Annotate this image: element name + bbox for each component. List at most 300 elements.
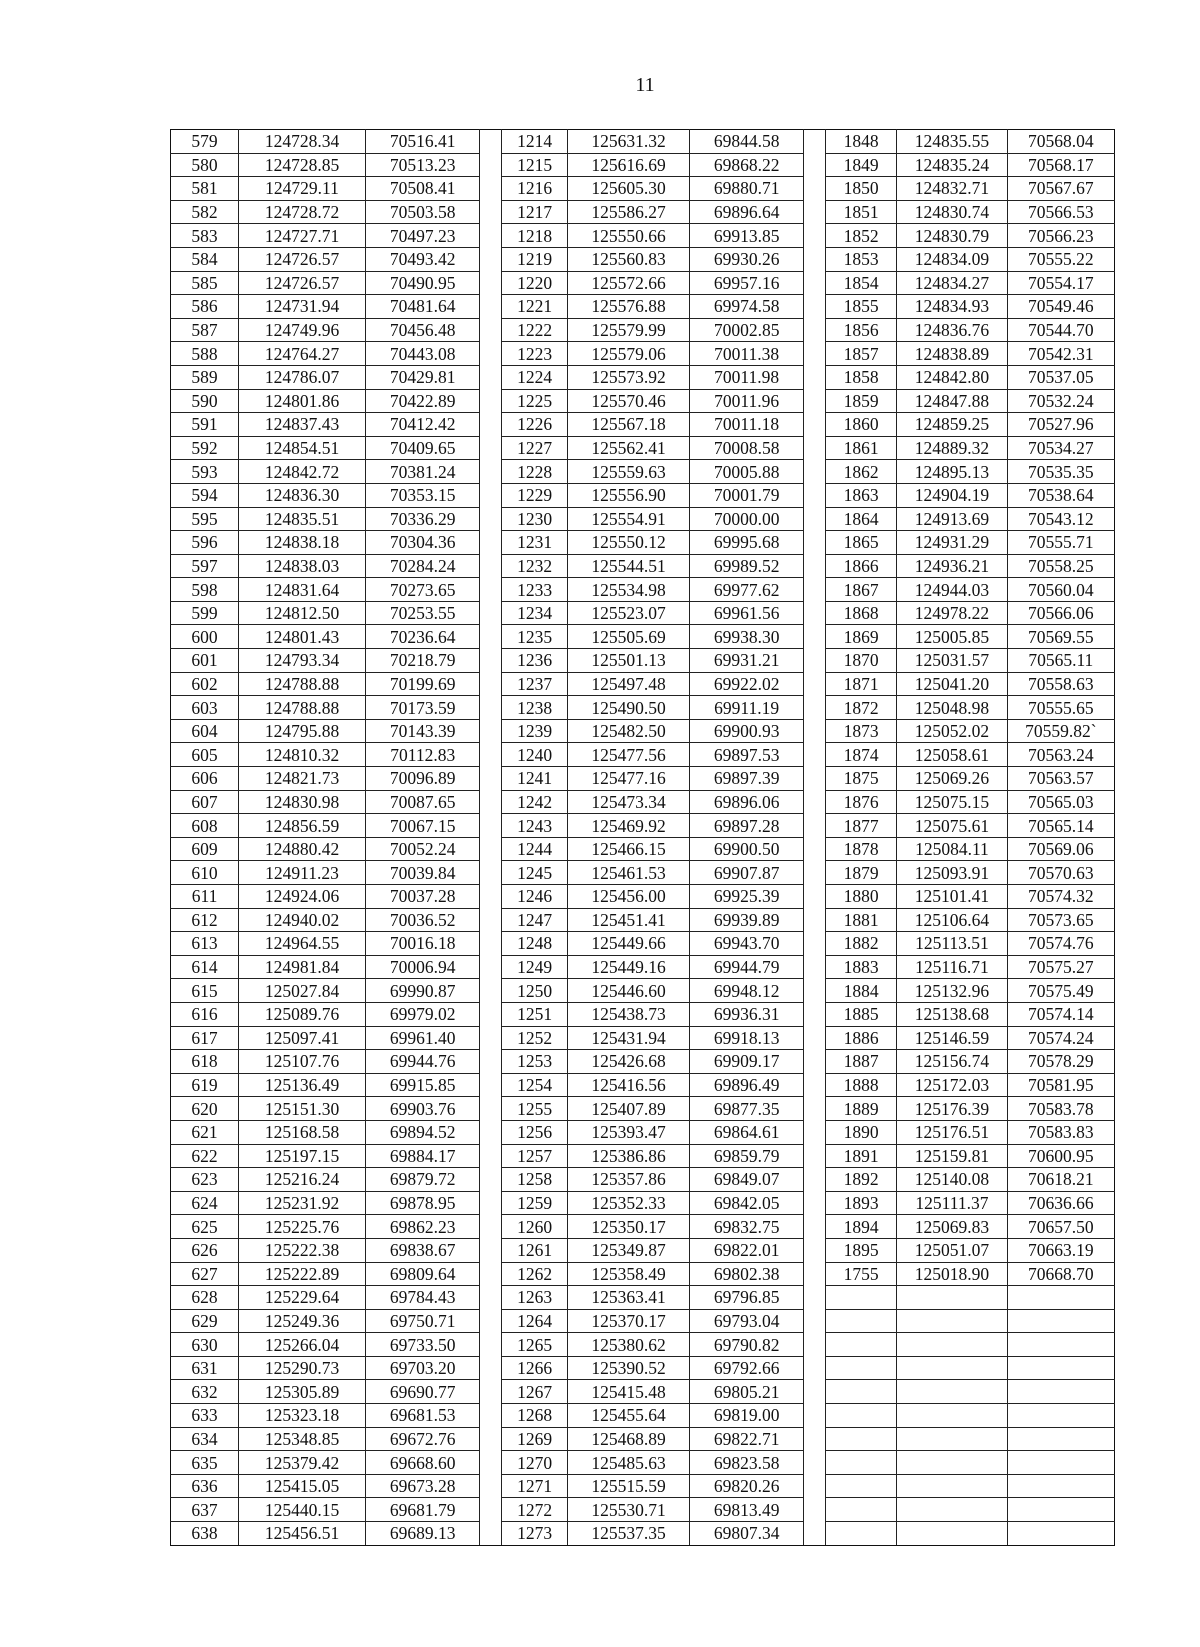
x-coordinate-cell: 125573.92 (568, 365, 690, 389)
column-gap (480, 743, 502, 767)
column-gap (804, 507, 826, 531)
point-number-cell: 632 (171, 1380, 239, 1404)
point-number-cell: 1230 (502, 507, 568, 531)
column-gap (480, 554, 502, 578)
point-number-cell: 1889 (826, 1097, 897, 1121)
x-coordinate-cell: 124795.88 (239, 719, 366, 743)
point-number-cell (826, 1404, 897, 1428)
point-number-cell: 1247 (502, 908, 568, 932)
x-coordinate-cell (897, 1286, 1007, 1310)
point-number-cell: 625 (171, 1215, 239, 1239)
point-number-cell: 1755 (826, 1262, 897, 1286)
column-gap (480, 885, 502, 909)
point-number-cell (826, 1474, 897, 1498)
point-number-cell: 1876 (826, 790, 897, 814)
y-coordinate-cell: 70574.14 (1007, 1002, 1114, 1026)
point-number-cell: 1863 (826, 483, 897, 507)
y-coordinate-cell: 70011.98 (689, 365, 804, 389)
x-coordinate-cell: 125197.15 (239, 1144, 366, 1168)
point-number-cell: 1259 (502, 1191, 568, 1215)
y-coordinate-cell: 70600.95 (1007, 1144, 1114, 1168)
table-row (171, 932, 1115, 956)
y-coordinate-cell: 70409.65 (365, 436, 480, 460)
point-number-cell: 1222 (502, 318, 568, 342)
column-gap (480, 837, 502, 861)
y-coordinate-cell: 70583.83 (1007, 1120, 1114, 1144)
y-coordinate-cell: 70218.79 (365, 649, 480, 673)
y-coordinate-cell (1007, 1286, 1114, 1310)
x-coordinate-cell: 124821.73 (239, 767, 366, 791)
y-coordinate-cell: 69703.20 (365, 1356, 480, 1380)
y-coordinate-cell: 70336.29 (365, 507, 480, 531)
y-coordinate-cell: 70538.64 (1007, 483, 1114, 507)
column-gap (480, 1215, 502, 1239)
y-coordinate-cell: 69961.40 (365, 1026, 480, 1050)
table-row (171, 861, 1115, 885)
x-coordinate-cell: 125631.32 (568, 130, 690, 154)
y-coordinate-cell: 70555.65 (1007, 696, 1114, 720)
point-number-cell: 602 (171, 672, 239, 696)
x-coordinate-cell: 125222.89 (239, 1262, 366, 1286)
point-number-cell: 1878 (826, 837, 897, 861)
point-number-cell (826, 1498, 897, 1522)
x-coordinate-cell: 124889.32 (897, 436, 1007, 460)
table-row (171, 955, 1115, 979)
y-coordinate-cell: 69868.22 (689, 153, 804, 177)
point-number-cell: 1229 (502, 483, 568, 507)
x-coordinate-cell: 124854.51 (239, 436, 366, 460)
table-row (171, 1286, 1115, 1310)
table-row (171, 247, 1115, 271)
x-coordinate-cell: 124801.43 (239, 625, 366, 649)
column-gap (804, 130, 826, 154)
x-coordinate-cell: 125084.11 (897, 837, 1007, 861)
y-coordinate-cell: 69849.07 (689, 1168, 804, 1192)
y-coordinate-cell: 70143.39 (365, 719, 480, 743)
table-row (171, 1380, 1115, 1404)
point-number-cell: 593 (171, 460, 239, 484)
column-gap (804, 295, 826, 319)
x-coordinate-cell: 124728.85 (239, 153, 366, 177)
point-number-cell: 620 (171, 1097, 239, 1121)
y-coordinate-cell: 70429.81 (365, 365, 480, 389)
y-coordinate-cell: 69823.58 (689, 1451, 804, 1475)
x-coordinate-cell: 124726.57 (239, 271, 366, 295)
point-number-cell: 638 (171, 1522, 239, 1546)
y-coordinate-cell: 70555.22 (1007, 247, 1114, 271)
point-number-cell: 594 (171, 483, 239, 507)
y-coordinate-cell: 69805.21 (689, 1380, 804, 1404)
x-coordinate-cell (897, 1380, 1007, 1404)
y-coordinate-cell: 70549.46 (1007, 295, 1114, 319)
point-number-cell: 636 (171, 1474, 239, 1498)
point-number-cell: 1256 (502, 1120, 568, 1144)
point-number-cell: 1266 (502, 1356, 568, 1380)
column-gap (804, 224, 826, 248)
x-coordinate-cell: 124964.55 (239, 932, 366, 956)
column-gap (804, 578, 826, 602)
y-coordinate-cell: 70578.29 (1007, 1050, 1114, 1074)
x-coordinate-cell: 124810.32 (239, 743, 366, 767)
table-row (171, 601, 1115, 625)
y-coordinate-cell: 69944.79 (689, 955, 804, 979)
x-coordinate-cell: 125449.66 (568, 932, 690, 956)
x-coordinate-cell: 125572.66 (568, 271, 690, 295)
x-coordinate-cell: 125426.68 (568, 1050, 690, 1074)
y-coordinate-cell: 69922.02 (689, 672, 804, 696)
point-number-cell: 1866 (826, 554, 897, 578)
column-gap (480, 955, 502, 979)
point-number-cell: 1246 (502, 885, 568, 909)
y-coordinate-cell: 69903.76 (365, 1097, 480, 1121)
table-row (171, 814, 1115, 838)
point-number-cell: 1880 (826, 885, 897, 909)
y-coordinate-cell: 70657.50 (1007, 1215, 1114, 1239)
x-coordinate-cell: 124788.88 (239, 672, 366, 696)
x-coordinate-cell: 125490.50 (568, 696, 690, 720)
point-number-cell: 607 (171, 790, 239, 814)
x-coordinate-cell: 125497.48 (568, 672, 690, 696)
y-coordinate-cell: 69750.71 (365, 1309, 480, 1333)
x-coordinate-cell: 125468.89 (568, 1427, 690, 1451)
x-coordinate-cell (897, 1309, 1007, 1333)
y-coordinate-cell: 69802.38 (689, 1262, 804, 1286)
column-gap (804, 625, 826, 649)
column-gap (804, 436, 826, 460)
column-gap (480, 1050, 502, 1074)
x-coordinate-cell: 125018.90 (897, 1262, 1007, 1286)
point-number-cell: 592 (171, 436, 239, 460)
y-coordinate-cell: 70555.71 (1007, 531, 1114, 555)
column-gap (804, 932, 826, 956)
column-gap (804, 1050, 826, 1074)
column-gap (480, 413, 502, 437)
y-coordinate-cell: 69938.30 (689, 625, 804, 649)
x-coordinate-cell: 125138.68 (897, 1002, 1007, 1026)
y-coordinate-cell: 70668.70 (1007, 1262, 1114, 1286)
point-number-cell (826, 1427, 897, 1451)
point-number-cell: 611 (171, 885, 239, 909)
point-number-cell: 1269 (502, 1427, 568, 1451)
column-gap (804, 1168, 826, 1192)
x-coordinate-cell: 125501.13 (568, 649, 690, 673)
x-coordinate-cell: 124931.29 (897, 531, 1007, 555)
y-coordinate-cell: 69832.75 (689, 1215, 804, 1239)
table-row (171, 1191, 1115, 1215)
table-row (171, 554, 1115, 578)
column-gap (804, 1191, 826, 1215)
y-coordinate-cell (1007, 1333, 1114, 1357)
point-number-cell: 618 (171, 1050, 239, 1074)
table-row (171, 1002, 1115, 1026)
point-number-cell: 1849 (826, 153, 897, 177)
column-gap (480, 1309, 502, 1333)
point-number-cell: 631 (171, 1356, 239, 1380)
table-row (171, 507, 1115, 531)
y-coordinate-cell: 70544.70 (1007, 318, 1114, 342)
x-coordinate-cell (897, 1498, 1007, 1522)
point-number-cell: 1871 (826, 672, 897, 696)
x-coordinate-cell: 124940.02 (239, 908, 366, 932)
y-coordinate-cell: 70559.82` (1007, 719, 1114, 743)
y-coordinate-cell: 70566.06 (1007, 601, 1114, 625)
x-coordinate-cell: 124944.03 (897, 578, 1007, 602)
x-coordinate-cell: 124913.69 (897, 507, 1007, 531)
x-coordinate-cell: 125449.16 (568, 955, 690, 979)
x-coordinate-cell: 124880.42 (239, 837, 366, 861)
table-row (171, 1144, 1115, 1168)
table-row (171, 177, 1115, 201)
point-number-cell: 1264 (502, 1309, 568, 1333)
point-number-cell: 581 (171, 177, 239, 201)
y-coordinate-cell: 69813.49 (689, 1498, 804, 1522)
y-coordinate-cell: 69880.71 (689, 177, 804, 201)
table-row (171, 1168, 1115, 1192)
x-coordinate-cell: 124842.80 (897, 365, 1007, 389)
y-coordinate-cell: 69897.28 (689, 814, 804, 838)
x-coordinate-cell: 125544.51 (568, 554, 690, 578)
x-coordinate-cell (897, 1427, 1007, 1451)
y-coordinate-cell: 69862.23 (365, 1215, 480, 1239)
y-coordinate-cell: 70304.36 (365, 531, 480, 555)
table-row (171, 979, 1115, 1003)
x-coordinate-cell: 125075.15 (897, 790, 1007, 814)
y-coordinate-cell: 69733.50 (365, 1333, 480, 1357)
y-coordinate-cell: 70490.95 (365, 271, 480, 295)
point-number-cell: 599 (171, 601, 239, 625)
y-coordinate-cell: 69807.34 (689, 1522, 804, 1546)
column-gap (480, 1333, 502, 1357)
point-number-cell: 1244 (502, 837, 568, 861)
point-number-cell: 606 (171, 767, 239, 791)
x-coordinate-cell: 125466.15 (568, 837, 690, 861)
point-number-cell: 624 (171, 1191, 239, 1215)
column-gap (480, 318, 502, 342)
column-gap (480, 1097, 502, 1121)
point-number-cell: 1853 (826, 247, 897, 271)
x-coordinate-cell: 125570.46 (568, 389, 690, 413)
column-gap (804, 271, 826, 295)
column-gap (804, 1215, 826, 1239)
x-coordinate-cell (897, 1356, 1007, 1380)
point-number-cell: 1881 (826, 908, 897, 932)
x-coordinate-cell: 124838.03 (239, 554, 366, 578)
y-coordinate-cell: 70574.32 (1007, 885, 1114, 909)
point-number-cell: 1273 (502, 1522, 568, 1546)
point-number-cell: 1895 (826, 1238, 897, 1262)
x-coordinate-cell: 125456.51 (239, 1522, 366, 1546)
x-coordinate-cell: 125559.63 (568, 460, 690, 484)
point-number-cell: 1890 (826, 1120, 897, 1144)
y-coordinate-cell: 70568.04 (1007, 130, 1114, 154)
y-coordinate-cell: 70570.63 (1007, 861, 1114, 885)
x-coordinate-cell: 125438.73 (568, 1002, 690, 1026)
x-coordinate-cell: 125031.57 (897, 649, 1007, 673)
x-coordinate-cell: 125562.41 (568, 436, 690, 460)
table-row (171, 1215, 1115, 1239)
point-number-cell: 1263 (502, 1286, 568, 1310)
column-gap (804, 1380, 826, 1404)
point-number-cell: 605 (171, 743, 239, 767)
y-coordinate-cell: 70573.65 (1007, 908, 1114, 932)
point-number-cell: 1851 (826, 200, 897, 224)
x-coordinate-cell: 125048.98 (897, 696, 1007, 720)
y-coordinate-cell: 70199.69 (365, 672, 480, 696)
point-number-cell: 622 (171, 1144, 239, 1168)
column-gap (480, 389, 502, 413)
x-coordinate-cell: 125075.61 (897, 814, 1007, 838)
y-coordinate-cell: 69864.61 (689, 1120, 804, 1144)
x-coordinate-cell: 125113.51 (897, 932, 1007, 956)
point-number-cell: 1267 (502, 1380, 568, 1404)
column-gap (804, 837, 826, 861)
x-coordinate-cell: 125176.39 (897, 1097, 1007, 1121)
point-number-cell (826, 1451, 897, 1475)
table-row (171, 483, 1115, 507)
y-coordinate-cell (1007, 1356, 1114, 1380)
point-number-cell: 634 (171, 1427, 239, 1451)
point-number-cell: 1873 (826, 719, 897, 743)
x-coordinate-cell: 125461.53 (568, 861, 690, 885)
x-coordinate-cell: 125469.92 (568, 814, 690, 838)
y-coordinate-cell: 69939.89 (689, 908, 804, 932)
y-coordinate-cell: 70575.27 (1007, 955, 1114, 979)
column-gap (804, 460, 826, 484)
x-coordinate-cell: 124793.34 (239, 649, 366, 673)
x-coordinate-cell: 125550.66 (568, 224, 690, 248)
point-number-cell: 1236 (502, 649, 568, 673)
x-coordinate-cell: 125116.71 (897, 955, 1007, 979)
point-number-cell: 1260 (502, 1215, 568, 1239)
column-gap (480, 1120, 502, 1144)
y-coordinate-cell: 69838.67 (365, 1238, 480, 1262)
y-coordinate-cell: 70112.83 (365, 743, 480, 767)
x-coordinate-cell: 125515.59 (568, 1474, 690, 1498)
point-number-cell: 1225 (502, 389, 568, 413)
point-number-cell (826, 1333, 897, 1357)
x-coordinate-cell: 124835.51 (239, 507, 366, 531)
point-number-cell: 612 (171, 908, 239, 932)
column-gap (804, 672, 826, 696)
y-coordinate-cell: 70575.49 (1007, 979, 1114, 1003)
x-coordinate-cell: 124847.88 (897, 389, 1007, 413)
x-coordinate-cell: 124788.88 (239, 696, 366, 720)
y-coordinate-cell: 70284.24 (365, 554, 480, 578)
column-gap (480, 365, 502, 389)
table-row (171, 1404, 1115, 1428)
column-gap (480, 1474, 502, 1498)
column-gap (804, 1120, 826, 1144)
column-gap (480, 601, 502, 625)
x-coordinate-cell: 125168.58 (239, 1120, 366, 1144)
x-coordinate-cell: 125106.64 (897, 908, 1007, 932)
point-number-cell: 589 (171, 365, 239, 389)
y-coordinate-cell: 69681.53 (365, 1404, 480, 1428)
column-gap (480, 696, 502, 720)
point-number-cell: 1239 (502, 719, 568, 743)
y-coordinate-cell: 69957.16 (689, 271, 804, 295)
x-coordinate-cell: 124726.57 (239, 247, 366, 271)
y-coordinate-cell: 70039.84 (365, 861, 480, 885)
point-number-cell: 1249 (502, 955, 568, 979)
y-coordinate-cell: 70422.89 (365, 389, 480, 413)
x-coordinate-cell (897, 1333, 1007, 1357)
point-number-cell: 1854 (826, 271, 897, 295)
point-number-cell: 1252 (502, 1026, 568, 1050)
column-gap (804, 1498, 826, 1522)
y-coordinate-cell: 70527.96 (1007, 413, 1114, 437)
column-gap (804, 200, 826, 224)
y-coordinate-cell: 69877.35 (689, 1097, 804, 1121)
y-coordinate-cell: 69819.00 (689, 1404, 804, 1428)
y-coordinate-cell: 69792.66 (689, 1356, 804, 1380)
column-gap (480, 814, 502, 838)
x-coordinate-cell: 125477.56 (568, 743, 690, 767)
point-number-cell: 598 (171, 578, 239, 602)
column-gap (804, 1309, 826, 1333)
column-gap (480, 224, 502, 248)
column-gap (480, 247, 502, 271)
table-row (171, 436, 1115, 460)
point-number-cell: 1892 (826, 1168, 897, 1192)
y-coordinate-cell: 70236.64 (365, 625, 480, 649)
page-number: 11 (635, 74, 655, 96)
x-coordinate-cell: 125416.56 (568, 1073, 690, 1097)
table-row (171, 342, 1115, 366)
y-coordinate-cell: 69995.68 (689, 531, 804, 555)
y-coordinate-cell: 70508.41 (365, 177, 480, 201)
x-coordinate-cell: 124801.86 (239, 389, 366, 413)
table-row (171, 1333, 1115, 1357)
x-coordinate-cell: 124830.98 (239, 790, 366, 814)
y-coordinate-cell: 70443.08 (365, 342, 480, 366)
x-coordinate-cell: 125446.60 (568, 979, 690, 1003)
x-coordinate-cell: 125455.64 (568, 1404, 690, 1428)
x-coordinate-cell (897, 1522, 1007, 1546)
column-gap (804, 908, 826, 932)
y-coordinate-cell: 70569.55 (1007, 625, 1114, 649)
x-coordinate-cell: 125176.51 (897, 1120, 1007, 1144)
x-coordinate-cell: 125556.90 (568, 483, 690, 507)
point-number-cell: 1220 (502, 271, 568, 295)
y-coordinate-cell: 70481.64 (365, 295, 480, 319)
point-number-cell: 1227 (502, 436, 568, 460)
table-row (171, 1498, 1115, 1522)
y-coordinate-cell: 70000.00 (689, 507, 804, 531)
y-coordinate-cell: 69822.01 (689, 1238, 804, 1262)
y-coordinate-cell: 70497.23 (365, 224, 480, 248)
x-coordinate-cell: 125093.91 (897, 861, 1007, 885)
x-coordinate-cell: 125136.49 (239, 1073, 366, 1097)
y-coordinate-cell (1007, 1404, 1114, 1428)
y-coordinate-cell: 69989.52 (689, 554, 804, 578)
column-gap (480, 861, 502, 885)
y-coordinate-cell: 70618.21 (1007, 1168, 1114, 1192)
x-coordinate-cell: 125352.33 (568, 1191, 690, 1215)
y-coordinate-cell: 70001.79 (689, 483, 804, 507)
point-number-cell: 1850 (826, 177, 897, 201)
column-gap (480, 1380, 502, 1404)
y-coordinate-cell: 70253.55 (365, 601, 480, 625)
y-coordinate-cell: 69897.39 (689, 767, 804, 791)
column-gap (804, 1002, 826, 1026)
table-row (171, 413, 1115, 437)
x-coordinate-cell: 125363.41 (568, 1286, 690, 1310)
point-number-cell: 1237 (502, 672, 568, 696)
y-coordinate-cell: 69896.06 (689, 790, 804, 814)
column-gap (480, 1168, 502, 1192)
y-coordinate-cell: 69990.87 (365, 979, 480, 1003)
